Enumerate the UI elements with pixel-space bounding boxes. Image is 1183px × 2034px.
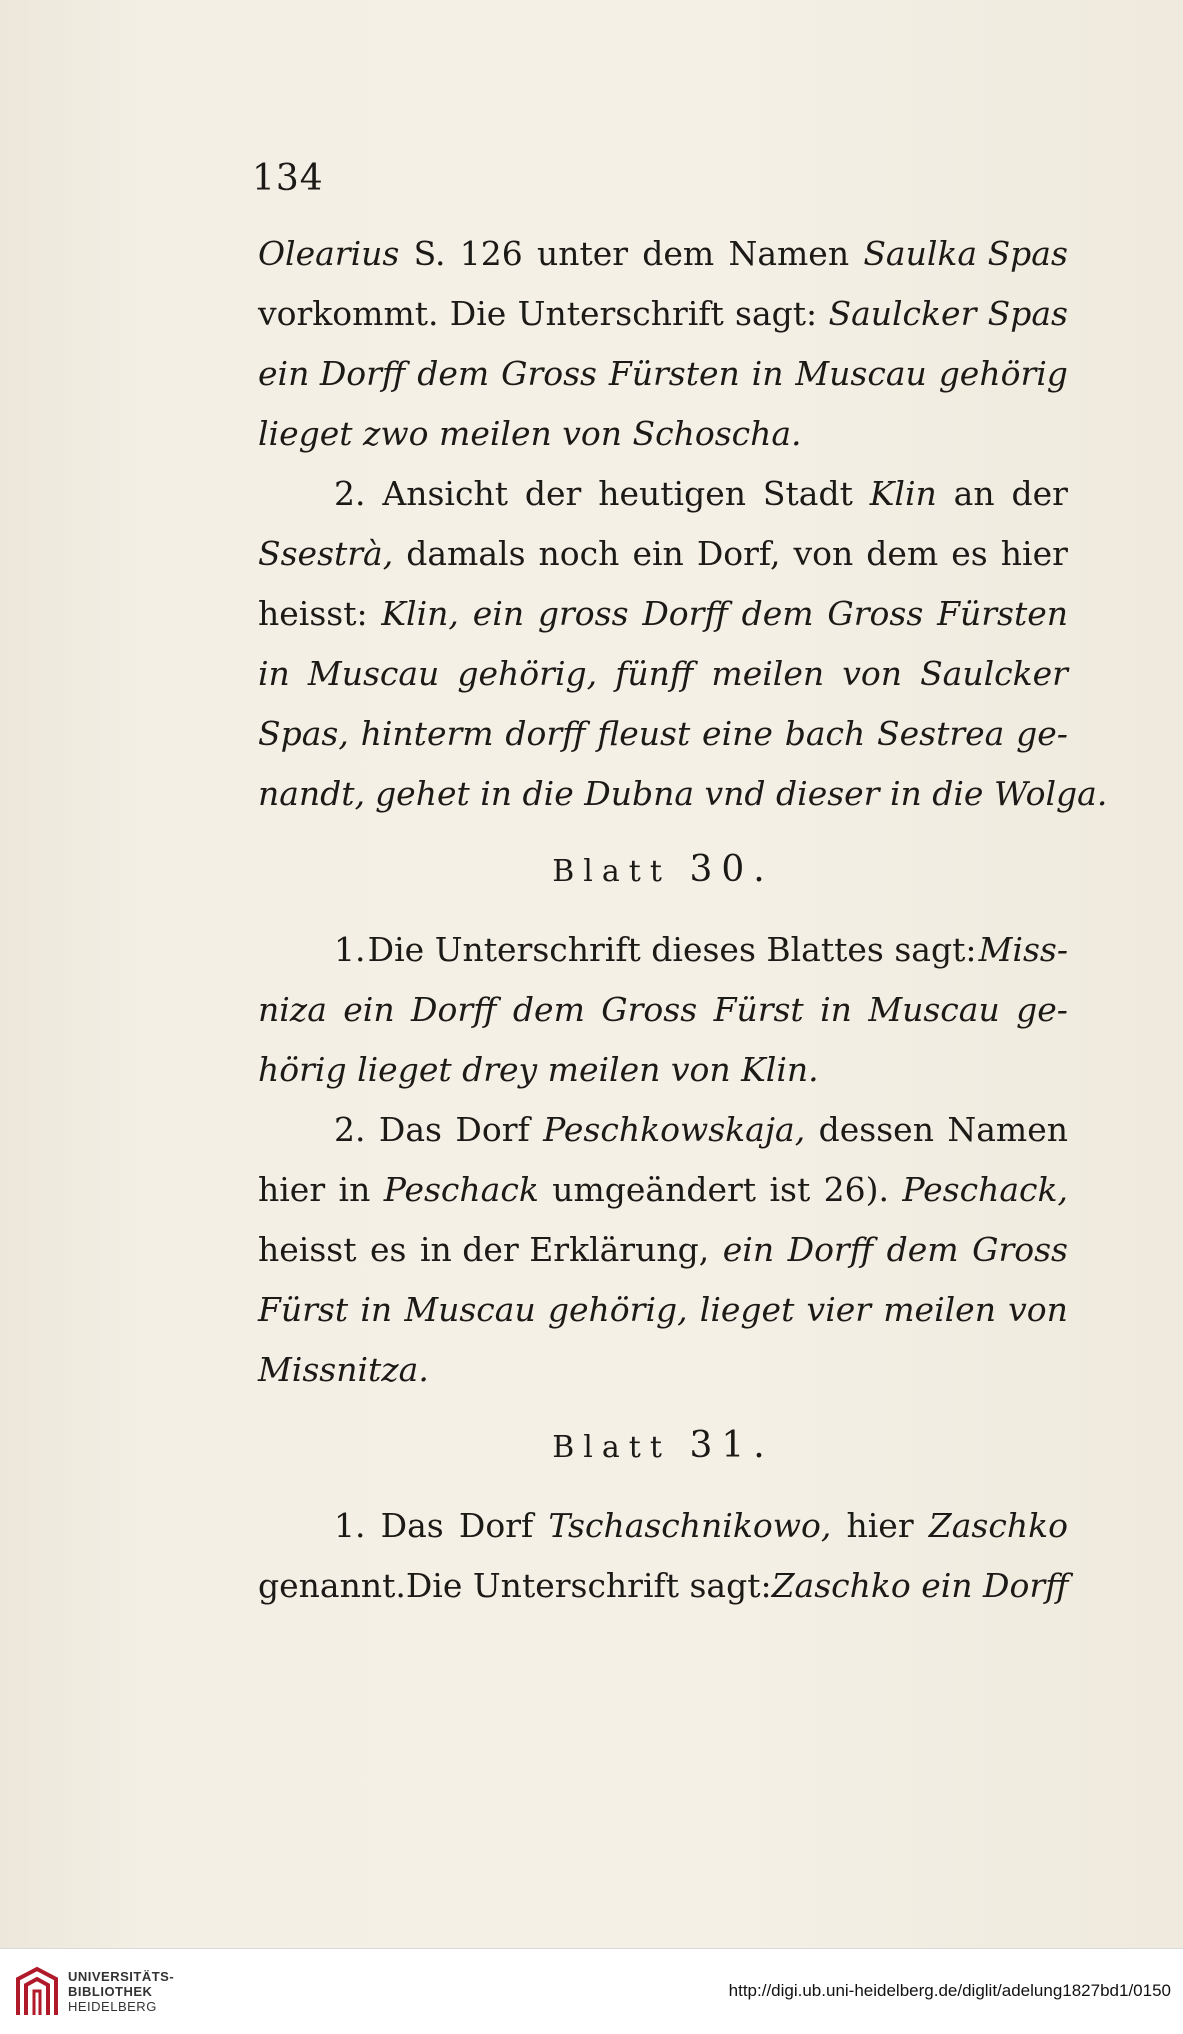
word: Dorff (411, 990, 497, 1029)
word: ist (769, 1170, 811, 1209)
word: hörig lieget drey meilen von Klin. (258, 1050, 819, 1089)
word: Dorf (458, 1506, 534, 1545)
word: von (1008, 1290, 1068, 1329)
section-heading-blatt-31 (258, 1416, 1068, 1476)
word: Peschkowskaja, (543, 1110, 806, 1149)
word: Gross (972, 1230, 1068, 1269)
word: 126 (459, 234, 523, 273)
text-line (258, 1280, 1068, 1340)
word: in (258, 654, 290, 693)
word: hinterm (360, 714, 494, 753)
word: Peschack, (902, 1170, 1068, 1209)
word: Saulcker (828, 294, 977, 333)
word: ein Dorff (258, 354, 406, 393)
text-line (258, 464, 1068, 524)
word: dessen (818, 1110, 934, 1149)
word: der (524, 474, 582, 513)
word: Fürst (713, 990, 804, 1029)
word: Muscau (404, 1290, 536, 1329)
word: Spas, (258, 714, 349, 753)
word: hier (846, 1506, 914, 1545)
word: sagt: (735, 294, 818, 333)
word: dem (512, 990, 585, 1029)
library-name (68, 1969, 174, 2014)
word: Dorf, (696, 534, 781, 573)
word: gehörig, (547, 1290, 688, 1329)
word: ein (632, 534, 684, 573)
word: Dorff (787, 1230, 874, 1269)
word: es (370, 1230, 407, 1269)
word: Dorff (642, 594, 728, 633)
text-line (258, 1100, 1068, 1160)
word: 2. (334, 1110, 366, 1149)
word: Die Unterschrift dieses Blattes sagt: (367, 930, 977, 969)
text-line (258, 920, 1068, 980)
word: dem (741, 594, 814, 633)
word: fünff (615, 654, 694, 693)
word: ein (472, 594, 525, 633)
word: gehörig, (457, 654, 598, 693)
word: eine (702, 714, 773, 753)
word: meilen (883, 1290, 996, 1329)
text-line (258, 644, 1068, 704)
word: in (338, 1170, 371, 1209)
word: Das (380, 1506, 444, 1545)
word: ge- (1016, 714, 1068, 753)
word: Namen (728, 234, 850, 273)
word: Zaschko ein Dorff (771, 1566, 1069, 1605)
word: heisst: (258, 594, 368, 633)
text-line (258, 704, 1068, 764)
word: der (1011, 474, 1068, 513)
word: in (820, 990, 852, 1029)
word: gehet in die Dubna vnd dieser in die Wolga. (375, 774, 1108, 813)
library-name-line: UNIVERSITÄTS- (68, 1969, 175, 1984)
heading-word: Blatt (552, 1430, 671, 1465)
word: 2. (334, 474, 366, 513)
word: noch (538, 534, 620, 573)
section-heading-blatt-30 (258, 840, 1068, 900)
word: Gross (501, 354, 597, 393)
library-name-line: HEIDELBERG (68, 1999, 157, 2014)
word: Zaschko (928, 1506, 1068, 1545)
word: lieget (699, 1290, 795, 1329)
word: heisst (258, 1230, 357, 1269)
word: bach (784, 714, 866, 753)
word: Miss- (978, 930, 1068, 969)
word: Das (378, 1110, 442, 1149)
footnote-reference: 26). (823, 1170, 889, 1209)
word: niza (258, 990, 327, 1029)
word: hier (258, 1170, 326, 1209)
word: Gross (827, 594, 924, 633)
text-line (258, 1160, 1068, 1220)
word: Sestrea (877, 714, 1005, 753)
word: Muscau (795, 354, 927, 393)
word: Namen (947, 1110, 1068, 1149)
body-text (258, 224, 1108, 1616)
word: von (842, 654, 902, 693)
word: gehörig (938, 354, 1068, 393)
word: umgeändert (552, 1170, 757, 1209)
text-line (258, 284, 1068, 344)
heading-number: 31. (689, 1425, 774, 1466)
word: Muscau (868, 990, 1000, 1029)
text-line (258, 1496, 1068, 1556)
heading-number: 30. (689, 849, 774, 890)
word: Peschack (383, 1170, 539, 1209)
word: Fürsten (937, 594, 1068, 633)
word: Stadt (762, 474, 853, 513)
word: dorff (505, 714, 586, 753)
word: fleust (597, 714, 691, 753)
library-logo-icon (12, 1965, 62, 2021)
source-url-link[interactable]: http://digi.ub.uni-heidelberg.de/diglit/adelung1827bd1/0150 (728, 1981, 1171, 2000)
text-line (258, 1040, 1068, 1100)
word: hier (1000, 534, 1068, 573)
word: Muscau (307, 654, 440, 693)
word: ein (343, 990, 395, 1029)
word: S. (413, 234, 446, 273)
word: Ansicht (382, 474, 508, 513)
text-line (258, 404, 1068, 464)
text-line (258, 1220, 1068, 1280)
word: 1. (334, 930, 366, 969)
word: dem (886, 1230, 959, 1269)
word: Olearius (258, 234, 400, 273)
page-number: 134 (252, 158, 324, 199)
text-line (258, 764, 1108, 824)
text-line (258, 224, 1068, 284)
word: dem (417, 354, 490, 393)
word: in (751, 354, 784, 393)
word: heutigen (598, 474, 746, 513)
word: ge- (1016, 990, 1068, 1029)
word: von (793, 534, 854, 573)
word: vorkommt. (258, 294, 439, 333)
word: Die Unterschrift sagt: (405, 1566, 772, 1605)
text-line (258, 1556, 1068, 1616)
word: Saulka Spas (863, 234, 1068, 273)
word: Tschaschnikowo, (548, 1506, 832, 1545)
word: nandt, (258, 774, 366, 813)
text-line (258, 524, 1068, 584)
word: dem (866, 534, 939, 573)
word: in der Erklärung, (420, 1230, 710, 1269)
word: Gross (601, 990, 698, 1029)
word: genannt. (258, 1566, 406, 1605)
word: gross (537, 594, 629, 633)
word: vier (806, 1290, 872, 1329)
word: Dorf (455, 1110, 530, 1149)
text-line (258, 1340, 1068, 1400)
word: Die (449, 294, 507, 333)
word: Saulcker (920, 654, 1068, 693)
word: meilen (711, 654, 825, 693)
word: ein (722, 1230, 775, 1269)
viewer-footer (0, 1948, 1183, 2034)
word: dem (642, 234, 715, 273)
word: Fürsten (608, 354, 740, 393)
word: damals (406, 534, 526, 573)
word: lieget zwo meilen von Schoscha. (258, 414, 802, 453)
word: Ssestrà, (258, 534, 394, 573)
heading-word: Blatt (552, 854, 671, 889)
text-line (258, 980, 1068, 1040)
library-name-line: BIBLIOTHEK (68, 1984, 153, 1999)
word: es (951, 534, 988, 573)
word: Unterschrift (517, 294, 724, 333)
word: unter (536, 234, 629, 273)
word: Missnitza. (258, 1350, 429, 1389)
word: Fürst (258, 1290, 349, 1329)
word: 1. (334, 1506, 366, 1545)
text-line (258, 344, 1068, 404)
word: in (360, 1290, 393, 1329)
word: Klin, (381, 594, 459, 633)
word: an (953, 474, 995, 513)
word: Klin (869, 474, 937, 513)
text-line (258, 584, 1068, 644)
word: Spas (987, 294, 1068, 333)
